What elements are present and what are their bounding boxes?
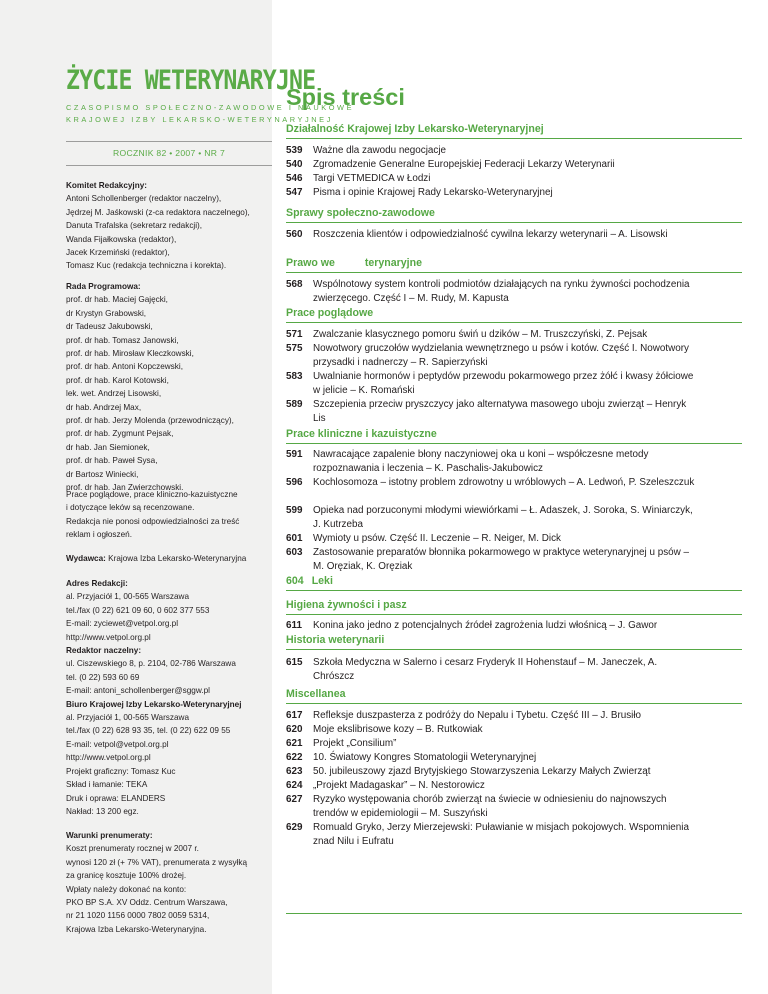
section-heading: Miscellanea <box>286 687 742 704</box>
entry-title: Wspólnotowy system kontroli podmiotów działających na rynku żywności pochodzenia zwierzęcego. Część I – M. Rudy, M. Kapusta <box>313 279 690 305</box>
council-member: dr hab. Jan Siemionek, <box>66 442 150 452</box>
page-number: 583 <box>286 371 303 382</box>
toc-entry[interactable] <box>286 144 742 158</box>
entry-title: Moje ekslibrisowe kozy – B. Rutkowiak <box>313 724 483 735</box>
address-heading: Adres Redakcji: <box>66 579 128 588</box>
note-line: i dotyczące leków są recenzowane. <box>66 503 195 513</box>
section-heading: Prace kliniczne i kazuistyczne <box>286 427 742 444</box>
bottom-divider <box>286 913 742 914</box>
committee-heading: Komitet Redakcyjny: <box>66 181 147 190</box>
credit-line: Druk i oprawa: ELANDERS <box>66 793 166 803</box>
toc-entry[interactable] <box>286 448 742 477</box>
office-heading: Biuro Krajowej Izby Lekarsko-Weterynaryjnej <box>66 699 242 709</box>
address-line: al. Przyjaciół 1, 00-565 Warszawa <box>66 592 190 602</box>
note-line: reklam i ogłoszeń. <box>66 530 132 540</box>
note-line: Prace poglądowe, prace kliniczno-kazuistyczne <box>66 490 238 499</box>
page-number: 623 <box>286 766 303 777</box>
page-number: 629 <box>286 822 303 833</box>
toc-entry[interactable] <box>286 158 742 172</box>
page-number: 575 <box>286 343 303 354</box>
subscription-line: PKO BP S.A. XV Oddz. Centrum Warszawa, <box>66 898 228 908</box>
review-notes <box>66 488 272 542</box>
section-heading-leki[interactable] <box>286 574 742 591</box>
page-number: 546 <box>286 173 303 184</box>
council-member: dr Bartosz Winiecki, <box>66 469 139 479</box>
council-member: prof. dr hab. Jerzy Molenda (przewodniczący), <box>66 416 234 426</box>
office-line: al. Przyjaciół 1, 00-565 Warszawa <box>66 713 190 723</box>
subscription-heading: Warunki prenumeraty: <box>66 831 153 840</box>
council-member: prof. dr hab. Antoni Kopczewski, <box>66 362 183 372</box>
entry-title: Roszczenia klientów i odpowiedzialność cywilna lekarzy weterynarii – A. Lisowski <box>313 229 668 240</box>
toc-entry[interactable] <box>286 370 742 399</box>
entry-title: Ważne dla zawodu negocjacje <box>313 145 447 156</box>
page-number: 611 <box>286 620 302 631</box>
council-member: prof. dr hab. Paweł Sysa, <box>66 456 158 466</box>
page-number: 621 <box>286 738 303 749</box>
council-heading: Rada Programowa: <box>66 282 141 291</box>
entry-title: Zastosowanie preparatów błonnika pokarmowego w praktyce weterynaryjnej u psów – M. Oręziak, K. Oręziak <box>313 547 689 573</box>
council-member: prof. dr hab. Karol Kotowski, <box>66 375 169 385</box>
entry-title: Nowotwory gruczołów wydzielania wewnętrznego u psów i kotów. Część I. Nowotwory przysadki i nadnerczy – R. Sapierzyński <box>313 343 689 369</box>
page-number: 568 <box>286 279 303 290</box>
subscription-line: nr 21 1020 1156 0000 7802 0059 5314, <box>66 911 210 921</box>
council-member: prof. dr hab. Tomasz Janowski, <box>66 335 179 345</box>
entry-title: Wymioty u psów. Część II. Leczenie – R. Neiger, M. Dick <box>313 533 561 544</box>
entry-title: Opieka nad porzuconymi młodymi wiewiórkami – Ł. Adaszek, J. Soroka, S. Winiarczyk, J. Kutrzeba <box>313 505 693 531</box>
page-number: 589 <box>286 399 303 410</box>
committee-member: Wanda Fijałkowska (redaktor), <box>66 234 177 244</box>
toc-entry[interactable] <box>286 186 742 200</box>
committee-member: Jacek Krzemiński (redaktor), <box>66 248 170 258</box>
council-member: prof. dr hab. Maciej Gajęcki, <box>66 295 168 305</box>
address-line: tel./fax (0 22) 621 09 60, 0 602 377 553 <box>66 605 210 615</box>
entry-title: Kochlosomoza – istotny problem zdrowotny u wróblowych – A. Ledwoń, P. Szeleszczuk <box>313 477 695 488</box>
entry-title: Zwalczanie klasycznego pomoru świń u dzików – M. Truszczyński, Z. Pejsak <box>313 329 648 340</box>
toc-title: Spis treści <box>286 84 405 110</box>
toc-entry[interactable] <box>286 228 742 242</box>
entry-title: Uwalnianie hormonów i peptydów przewodu pokarmowego przez żółć i kwasy żółciowe w jelicie – K. Romański <box>313 371 694 397</box>
tagline-line-1: CZASOPISMO SPOŁECZNO-ZAWODOWE I NAUKOWE <box>66 103 355 112</box>
entry-title: Projekt „Consilium” <box>313 738 397 749</box>
toc-entry[interactable] <box>286 751 742 765</box>
toc-entry[interactable] <box>286 737 742 751</box>
page-number: 540 <box>286 159 303 170</box>
subscription-line: Koszt prenumeraty rocznej w 2007 r. <box>66 844 199 854</box>
page-number: 624 <box>286 780 303 791</box>
office-line: http://www.vetpol.org.pl <box>66 753 151 763</box>
entry-title: Refleksje duszpasterza z podróży do Nepalu i Tybetu. Część III – J. Brusiło <box>313 710 642 721</box>
page-number: 560 <box>286 229 303 240</box>
page-number: 601 <box>286 533 303 544</box>
toc-entry[interactable] <box>286 709 742 723</box>
council-member: prof. dr hab. Zygmunt Pejsak, <box>66 429 174 439</box>
entry-title: Targi VETMEDICA w Łodzi <box>313 173 431 184</box>
program-council <box>66 280 272 495</box>
toc-entry[interactable] <box>286 656 742 685</box>
committee-member: Antoni Schollenberger (redaktor naczelny), <box>66 194 222 204</box>
section-heading: Działalność Krajowej Izby Lekarsko-Weterynaryjnej <box>286 122 742 139</box>
credit-line: Projekt graficzny: Tomasz Kuc <box>66 767 176 776</box>
committee-member: Jędrzej M. Jaśkowski (z-ca redaktora naczelnego), <box>66 207 250 217</box>
publisher-name: Krajowa Izba Lekarsko-Weterynaryjna <box>108 554 247 563</box>
section-heading: Sprawy społeczno-zawodowe <box>286 206 742 223</box>
page-number: 622 <box>286 752 303 763</box>
contact-info <box>66 577 272 765</box>
editor-line: tel. (0 22) 593 60 69 <box>66 672 140 682</box>
toc-entry[interactable] <box>286 546 742 575</box>
subscription-line: Wpłaty należy dokonać na konto: <box>66 884 187 894</box>
committee-member: Tomasz Kuc (redakcja techniczna i korekta). <box>66 261 227 271</box>
page-number: 617 <box>286 710 303 721</box>
journal-logo: ŻYCIE WETERYNARYJNE <box>66 65 316 96</box>
section-heading <box>286 256 742 273</box>
production-credits <box>66 765 272 819</box>
subscription-terms <box>66 829 272 936</box>
entry-title: Szkoła Medyczna w Salerno i cesarz Fryderyk II Hohenstauf – M. Janeczek, A. Chrószcz <box>313 657 658 683</box>
section-heading: Higiena żywności i pasz <box>286 598 742 615</box>
page-number: 571 <box>286 329 303 340</box>
entry-title: Zgromadzenie Generalne Europejskiej Federacji Lekarzy Weterynarii <box>313 159 615 170</box>
council-member: dr Tadeusz Jakubowski, <box>66 322 153 332</box>
entry-title: Romuald Gryko, Jerzy Mierzejewski: Puławianie w misjach pokojowych. Wspomnienia znad Nilu i Eufratu <box>313 822 689 848</box>
toc-entry[interactable] <box>286 476 742 490</box>
entry-title: Konina jako jedno z potencjalnych źródeł zagrożenia ludzi włośnicą – J. Gawor <box>313 620 658 631</box>
credit-line: Nakład: 13 200 egz. <box>66 807 139 817</box>
toc-entry[interactable] <box>286 793 742 822</box>
toc-entry[interactable] <box>286 765 742 779</box>
note-line: Redakcja nie ponosi odpowiedzialności za treść <box>66 516 240 526</box>
entry-title: „Projekt Madagaskar” – N. Nestorowicz <box>313 780 485 791</box>
page-number: 627 <box>286 794 303 805</box>
address-line: E-mail: zyciewet@vetpol.org.pl <box>66 619 179 629</box>
entry-title: Ryzyko występowania chorób zwierząt na świecie w odniesieniu do najnowszych trendów w epidemiologii – M. Suszyński <box>313 794 667 820</box>
subscription-line: za granicę kosztuje 100% drożej. <box>66 871 187 881</box>
toc-entry[interactable] <box>286 779 742 793</box>
toc-entry[interactable] <box>286 504 742 533</box>
section-heading: Historia weterynarii <box>286 633 742 650</box>
divider <box>66 165 272 166</box>
entry-title: Pisma i opinie Krajowej Rady Lekarsko-Weterynaryjnej <box>313 187 553 198</box>
page-number: 604 <box>286 575 304 587</box>
council-member: dr Krystyn Grabowski, <box>66 308 147 318</box>
editor-line: E-mail: antoni_schollenberger@sggw.pl <box>66 686 210 696</box>
subscription-line: wynosi 120 zł (+ 7% VAT), prenumerata z wysyłką <box>66 857 248 867</box>
section-title: Leki <box>311 575 333 587</box>
entry-title: Szczepienia przeciw pryszczycy jako alternatywa masowego uboju zwierząt – Henryk Lis <box>313 399 687 425</box>
page-number: 615 <box>286 657 303 668</box>
council-member: lek. wet. Andrzej Lisowski, <box>66 389 162 399</box>
council-member: dr hab. Andrzej Max, <box>66 402 142 412</box>
page-number: 620 <box>286 724 303 735</box>
entry-title: Nawracające zapalenie błony naczyniowej oka u koni – współczesne metody rozpoznawania i leczenia – K. Paschalis-Jakubowicz <box>313 449 649 475</box>
office-line: tel./fax (0 22) 628 93 35, tel. (0 22) 622 09 55 <box>66 726 231 736</box>
page-number: 591 <box>286 449 303 460</box>
page-number: 539 <box>286 145 303 156</box>
page-number: 599 <box>286 505 303 516</box>
section-heading-part: terynaryjne <box>364 257 422 269</box>
toc-entry[interactable] <box>286 398 742 427</box>
entry-title: 10. Światowy Kongres Stomatologii Weterynaryjnej <box>313 752 537 763</box>
page-number: 596 <box>286 477 303 488</box>
section-heading: Prace poglądowe <box>286 306 742 323</box>
volume-info: ROCZNIK 82 • 2007 • NR 7 <box>112 148 226 158</box>
council-member: prof. dr hab. Jan Zwierzchowski. <box>66 483 184 493</box>
toc-entry[interactable] <box>286 172 742 186</box>
toc-entry[interactable] <box>286 278 742 307</box>
subscription-line: Krajowa Izba Lekarsko-Weterynaryjna. <box>66 924 207 934</box>
entry-title: 50. jubileuszowy zjazd Brytyjskiego Stowarzyszenia Lekarzy Małych Zwierząt <box>313 766 651 777</box>
publisher <box>66 552 272 565</box>
council-member: prof. dr hab. Mirosław Kleczkowski, <box>66 349 194 359</box>
office-line: E-mail: vetpol@vetpol.org.pl <box>66 739 169 749</box>
section-heading-part: Prawo we <box>286 257 335 269</box>
address-line: http://www.vetpol.org.pl <box>66 632 151 642</box>
editor-line: ul. Ciszewskiego 8, p. 2104, 02-786 Warszawa <box>66 659 236 669</box>
toc-entry[interactable] <box>286 723 742 737</box>
credit-line: Skład i łamanie: TEKA <box>66 780 148 790</box>
divider <box>66 141 272 142</box>
tagline-line-2: KRAJOWEJ IZBY LEKARSKO-WETERYNARYJNEJ <box>66 115 333 124</box>
toc-entry[interactable] <box>286 532 742 546</box>
toc-entry[interactable] <box>286 328 742 342</box>
toc-entry[interactable] <box>286 619 742 633</box>
toc-entry[interactable] <box>286 342 742 371</box>
editorial-committee <box>66 179 272 273</box>
committee-member: Danuta Trafalska (sekretarz redakcji), <box>66 221 203 231</box>
toc-entry[interactable] <box>286 821 742 850</box>
publisher-label: Wydawca: <box>66 554 106 563</box>
page-number: 547 <box>286 187 303 198</box>
page-number: 603 <box>286 547 303 558</box>
editor-heading: Redaktor naczelny: <box>66 646 142 656</box>
